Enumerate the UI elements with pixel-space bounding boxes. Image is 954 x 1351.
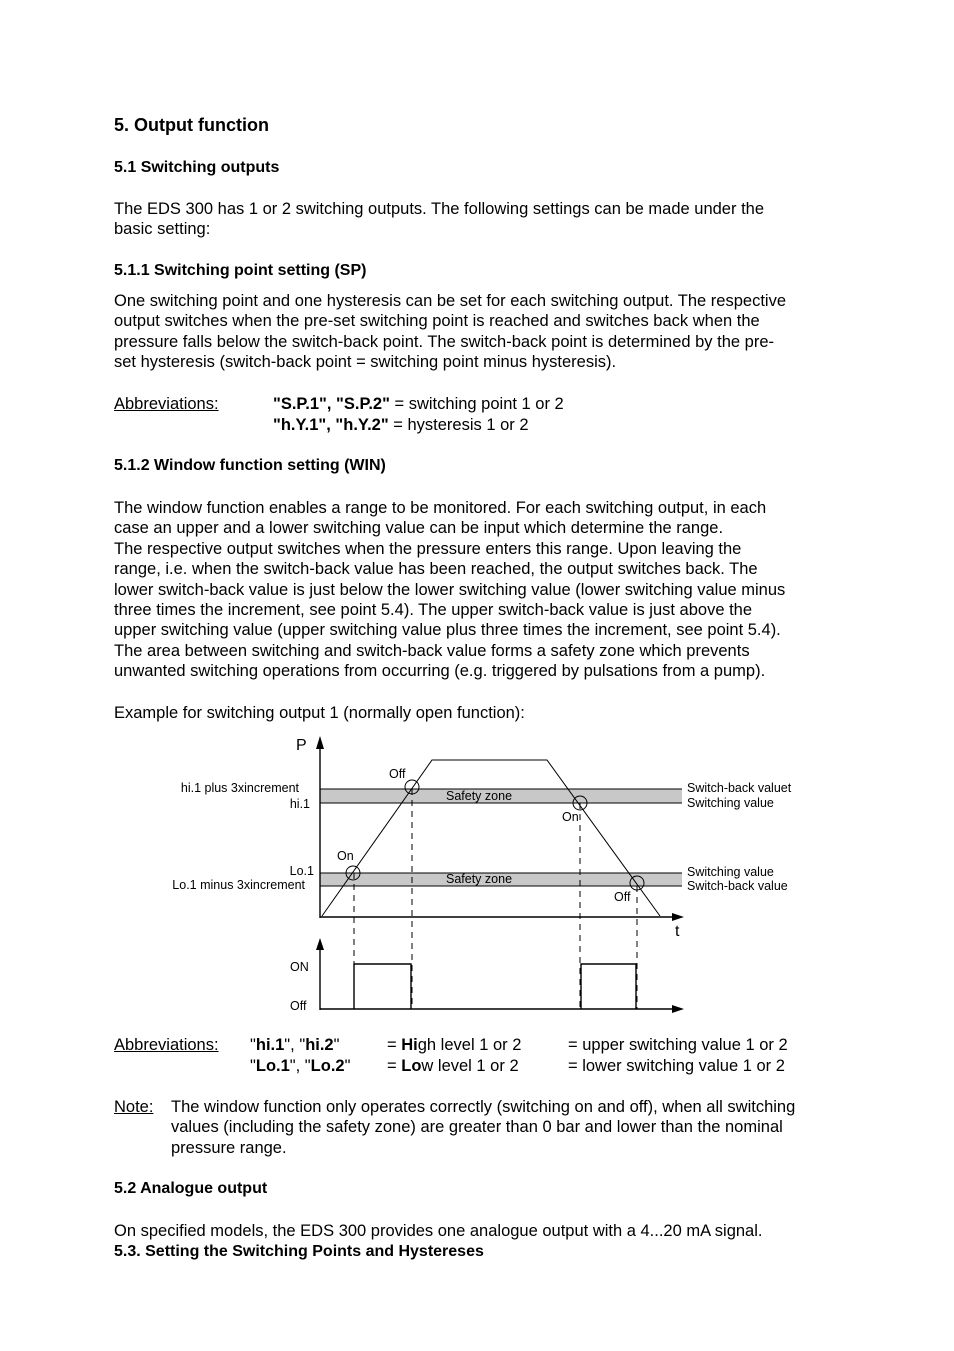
label-switching-value-lower: Switching value: [687, 865, 774, 879]
label-hi-plus: hi.1 plus 3xincrement: [180, 781, 299, 795]
abbr-hi-meaning: [387, 1035, 521, 1055]
output-pulse-1: [354, 964, 411, 1009]
abbreviations-label-1: Abbreviations:: [114, 395, 219, 413]
equals: =: [387, 1036, 402, 1054]
axis-p-label: P: [296, 737, 307, 754]
section-5-1-1-title: 5.1.1 Switching point setting (SP): [114, 262, 367, 279]
quote: ": [333, 1036, 340, 1054]
output-pulse-2: [581, 964, 636, 1009]
quote: ": [250, 1036, 256, 1054]
abbr-lo-meaning: [387, 1056, 519, 1076]
text-line: pressure falls below the switch-back point. The switch-back point is determined by the pre-: [114, 332, 775, 351]
abbr-sp-code: "S.P.1", "S.P.2": [273, 395, 390, 413]
t-axis-arrow: [672, 913, 684, 921]
text-line: lower switch-back value is just below the lower switching value (lower switching value minus: [114, 580, 786, 599]
equals: =: [387, 1057, 402, 1075]
p-axis-arrow: [316, 736, 324, 749]
example-caption: Example for switching output 1 (normally open function):: [114, 704, 525, 722]
label-output-off: Off: [290, 999, 307, 1013]
text-line: three times the increment, see point 5.4). The upper switch-back value is just above the: [114, 601, 753, 620]
label-switch-back-value-lower: Switch-back value: [687, 879, 788, 893]
output-y-arrow: [316, 938, 324, 950]
label-lo-minus: Lo.1 minus 3xincrement: [172, 878, 305, 892]
label-lo: Lo.1: [289, 864, 314, 878]
abbreviations-label-2: Abbreviations:: [114, 1036, 219, 1054]
code-hi1: hi.1: [255, 1036, 285, 1054]
quote: ": [250, 1057, 256, 1075]
note-body: [171, 1097, 795, 1158]
text-line: The EDS 300 has 1 or 2 switching outputs. The following settings can be made under the: [114, 200, 765, 218]
text-line: The area between switching and switch-back value forms a safety zone which prevents: [114, 641, 750, 660]
label-hi: hi.1: [289, 797, 310, 811]
rest: w level 1 or 2: [421, 1057, 519, 1075]
axis-t-label: t: [675, 923, 680, 940]
section-5-1-title: 5.1 Switching outputs: [114, 159, 280, 176]
abbr-hy-text: = hysteresis 1 or 2: [388, 416, 529, 434]
text-line: range, i.e. when the switch-back value has been reached, the output switches back. The: [114, 560, 758, 579]
text-line: upper switching value (upper switching value plus three times the increment, see point 5.4).: [114, 621, 781, 640]
text-line: basic setting:: [114, 220, 211, 239]
text-line: unwanted switching operations from occurring (e.g. triggered by pulsations from a pump).: [114, 662, 766, 681]
separator: ", ": [289, 1057, 311, 1075]
abbr-lo-description: = lower switching value 1 or 2: [568, 1057, 785, 1075]
text-line: set hysteresis (switch-back point = switching point minus hysteresis).: [114, 353, 617, 372]
section-5-1-2-title: 5.1.2 Window function setting (WIN): [114, 457, 386, 474]
text-line: values (including the safety zone) are greater than 0 bar and lower than the nominal: [171, 1118, 783, 1137]
abbr-hy-code: "h.Y.1", "h.Y.2": [273, 416, 389, 434]
separator: ", ": [284, 1036, 306, 1054]
text-line: The window function only operates correctly (switching on and off), when all switching: [171, 1098, 796, 1116]
code-lo2: Lo.2: [310, 1057, 345, 1075]
label-on-upper: On: [562, 810, 579, 824]
abbr-hi-description: = upper switching value 1 or 2: [568, 1036, 788, 1054]
label-off-lower: Off: [614, 890, 631, 904]
text-line: The respective output switches when the pressure enters this range. Upon leaving the: [114, 539, 742, 558]
label-switching-value-upper: Switching value: [687, 796, 774, 810]
quote: ": [344, 1057, 351, 1075]
note-label: Note:: [114, 1098, 154, 1116]
abbr-lo-codes: [250, 1056, 350, 1076]
rest: gh level 1 or 2: [417, 1036, 522, 1054]
label-on-lower: On: [337, 849, 354, 863]
code-hi2: hi.2: [305, 1036, 334, 1054]
abbr-hi-codes: [250, 1035, 339, 1055]
section-5-3-title: 5.3. Setting the Switching Points and Hystereses: [114, 1243, 484, 1260]
abbr-sp-text: = switching point 1 or 2: [389, 395, 564, 413]
label-safety-zone-lower: Safety zone: [446, 872, 513, 886]
bold-lo: Lo: [401, 1057, 422, 1075]
pressure-curve: [322, 760, 660, 916]
code-lo1: Lo.1: [255, 1057, 290, 1075]
text-line: One switching point and one hysteresis can be set for each switching output. The respective: [114, 292, 786, 310]
label-off-upper: Off: [389, 767, 406, 781]
text-line: case an upper and a lower switching value can be input which determine the range.: [114, 519, 724, 538]
output-x-arrow: [672, 1005, 684, 1013]
section-5-2-title: 5.2 Analogue output: [114, 1180, 268, 1197]
bold-hi: Hi: [401, 1036, 418, 1054]
text-line: output switches when the pre-set switching point is reached and switches back when the: [114, 312, 760, 331]
text-line: pressure range.: [171, 1138, 287, 1157]
label-switch-back-valuet: Switch-back valuet: [687, 781, 792, 795]
label-output-on: ON: [290, 960, 309, 974]
section-5-2-body: On specified models, the EDS 300 provides one analogue output with a 4...20 mA signal.: [114, 1222, 763, 1240]
label-safety-zone-upper: Safety zone: [446, 789, 513, 803]
text-line: The window function enables a range to be monitored. For each switching output, in each: [114, 499, 767, 517]
section-5-title: 5. Output function: [114, 115, 269, 135]
